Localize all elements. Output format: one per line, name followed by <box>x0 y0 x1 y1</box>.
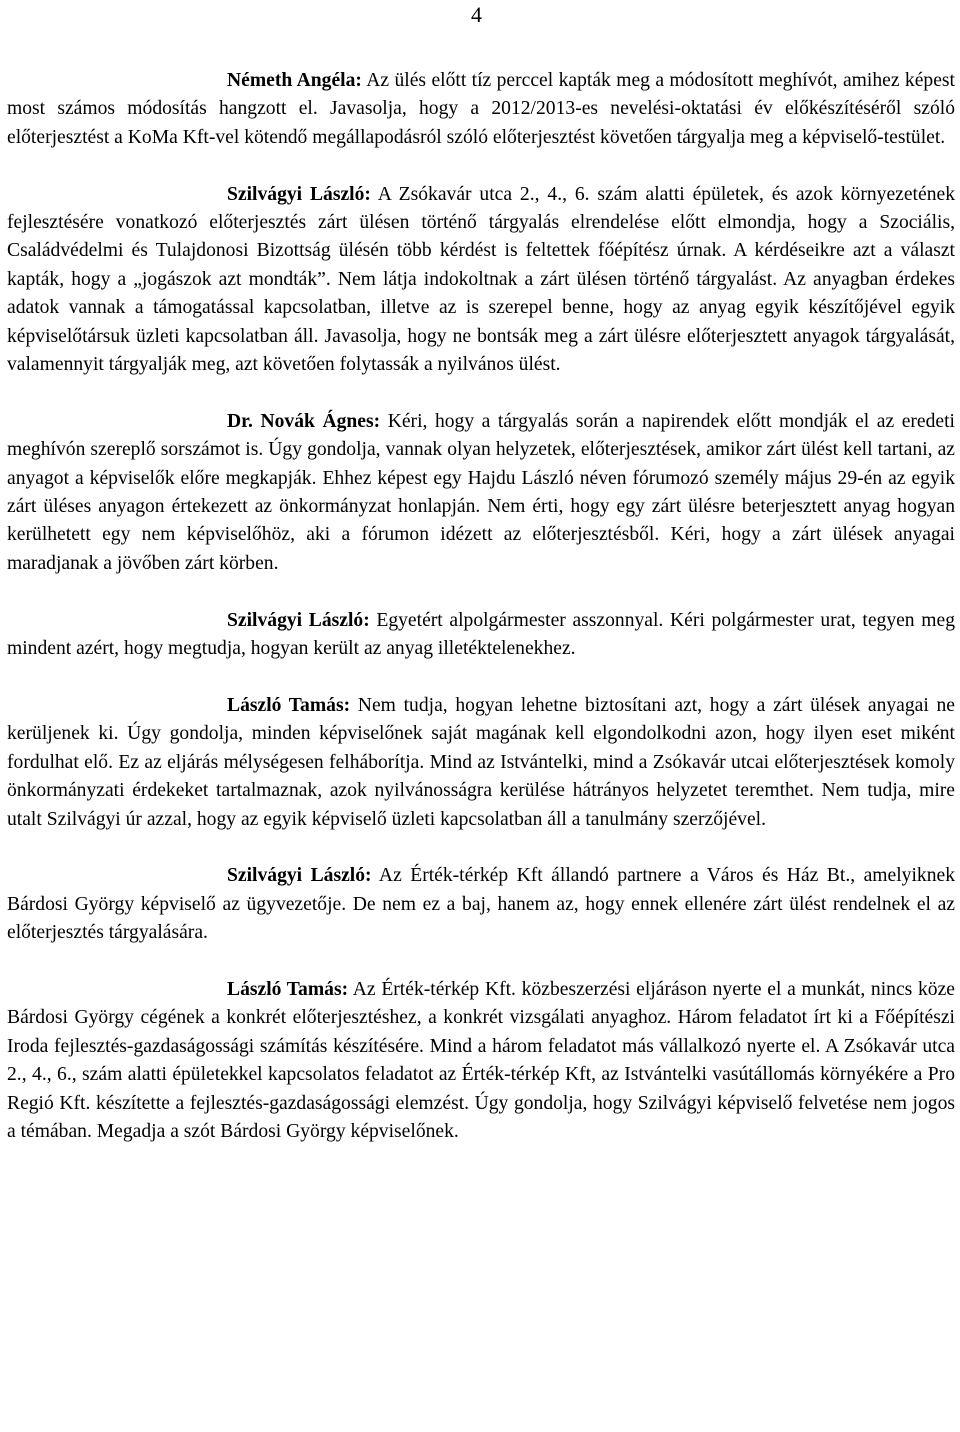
speaker-name: Szilvágyi László: <box>227 865 372 887</box>
paragraph-szilvagyi-laszlo-2 <box>7 607 955 664</box>
paragraph-text: Nem tudja, hogyan lehetne biztosítani azt, hogy a zárt ülések anyagai ne kerüljenek ki. Úgy gondolja, minden képviselőnek saját magának kell elgondolkodni azon, hogy ilyen eset miként fordulhat elő. Ez az eljárás mélységesen felháborítja. Mind az Istvántelki, mind a Zsókavár utcai előterjesztések komoly önkormányzati érdekeket tartalmaznak, azok nyilvánosságra kerülése hátrányos helyzetet teremthet. Nem tudja, mire utalt Szilvágyi úr azzal, hogy az egyik képviselő üzleti kapcsolatban áll a tanulmány szerzőjével. <box>7 694 955 830</box>
speaker-name: Dr. Novák Ágnes: <box>227 410 381 432</box>
paragraph-laszlo-tamas-2 <box>7 976 955 1146</box>
paragraph-text: Kéri, hogy a tárgyalás során a napirendek előtt mondják el az eredeti meghívón szereplő sorszámot is. Úgy gondolja, vannak olyan helyzetek, előterjesztések, amikor zárt ülést kell tartani, az anyagot a képviselők előre megkapják. Ehhez képest egy Hajdu László néven fórumozó személy május 29-én az egyik zárt üléses anyagon értekezett az önkormányzat honlapján. Nem érti, hogy egy zárt ülésre beterjesztett anyag hogyan kerülhetett egy nem képviselőhöz, aki a fórumon idézett az előterjesztésből. Kéri, hogy a zárt ülések anyagai maradjanak a jövőben zárt körben. <box>7 410 955 574</box>
speaker-name: Szilvágyi László: <box>227 183 371 205</box>
speaker-name: László Tamás: <box>227 694 351 716</box>
paragraph-text: A Zsókavár utca 2., 4., 6. szám alatti épületek, és azok környezetének fejlesztésére vonatkozó előterjesztés zárt ülésen történő tárgyalás elrendelése előtt elmondja, hogy a Szociális, Családvédelmi és Tulajdonosi Bizottság ülésén több kérdést is feltettek főépítész úrnak. A kérdéseikre azt a választ kapták, hogy a „jogászok azt mondták”. Nem látja indokoltnak a zárt ülésen történő tárgyalást. Az anyagban érdekes adatok vannak a támogatással kapcsolatban, illetve az is szerepel benne, hogy az anyag egyik készítőjével egyik képviselőtársuk üzleti kapcsolatban áll. Javasolja, hogy ne bontsák meg a zárt ülésre előterjesztett anyagok tárgyalását, valamennyit tárgyalják meg, azt követően folytassák a nyilvános ülést. <box>7 183 955 376</box>
paragraph-szilvagyi-laszlo-3 <box>7 862 955 947</box>
paragraph-text: Az ülés előtt tíz perccel kapták meg a módosított meghívót, amihez képest most számos módosítás hangzott el. Javasolja, hogy a 2012/2013-es nevelési-oktatási év előkészítéséről szóló előterjesztést a KoMa Kft-vel kötendő megállapodásról szóló előterjesztést követően tárgyalja meg a képviselő-testület. <box>7 70 955 148</box>
paragraph-laszlo-tamas-1 <box>7 692 955 834</box>
document-body <box>7 67 955 1146</box>
paragraph-text: Az Érték-térkép Kft állandó partnere a Város és Ház Bt., amelyiknek Bárdosi György képviselő az ügyvezetője. De nem ez a baj, hanem az, hogy ennek ellenére zárt ülést rendelnek el az előterjesztés tárgyalására. <box>7 865 955 944</box>
speaker-name: László Tamás: <box>227 978 349 1000</box>
speaker-name: Németh Angéla: <box>227 70 362 91</box>
speaker-name: Szilvágyi László: <box>227 609 370 631</box>
paragraph-nemeth-angela <box>7 67 955 152</box>
paragraph-dr-novak-agnes <box>7 408 955 578</box>
paragraph-szilvagyi-laszlo-1 <box>7 181 955 380</box>
paragraph-text: Az Érték-térkép Kft. közbeszerzési eljáráson nyerte el a munkát, nincs köze Bárdosi György cégének a konkrét előterjesztéshez, a konkrét vizsgálati anyaghoz. Három feladatot írt ki a Főépítészi Iroda fejlesztés-gazdaságossági számítás készítésére. Mind a három feladatot más vállalkozó nyerte el. A Zsókavár utca 2., 4., 6., szám alatti épületekkel kapcsolatos feladatot az Érték-térkép Kft, az Istvántelki vasútállomás környékére a Pro Regió Kft. készítette a fejlesztés-gazdaságossági elemzést. Úgy gondolja, hogy Szilvágyi képviselő felvetése nem jogos a témában. Megadja a szót Bárdosi György képviselőnek. <box>7 978 955 1142</box>
page-number: 4 <box>471 2 482 27</box>
paragraph-text: Egyetért alpolgármester asszonnyal. Kéri polgármester urat, tegyen meg mindent azért, hogy megtudja, hogyan került az anyag illetéktelenekhez. <box>7 609 955 660</box>
